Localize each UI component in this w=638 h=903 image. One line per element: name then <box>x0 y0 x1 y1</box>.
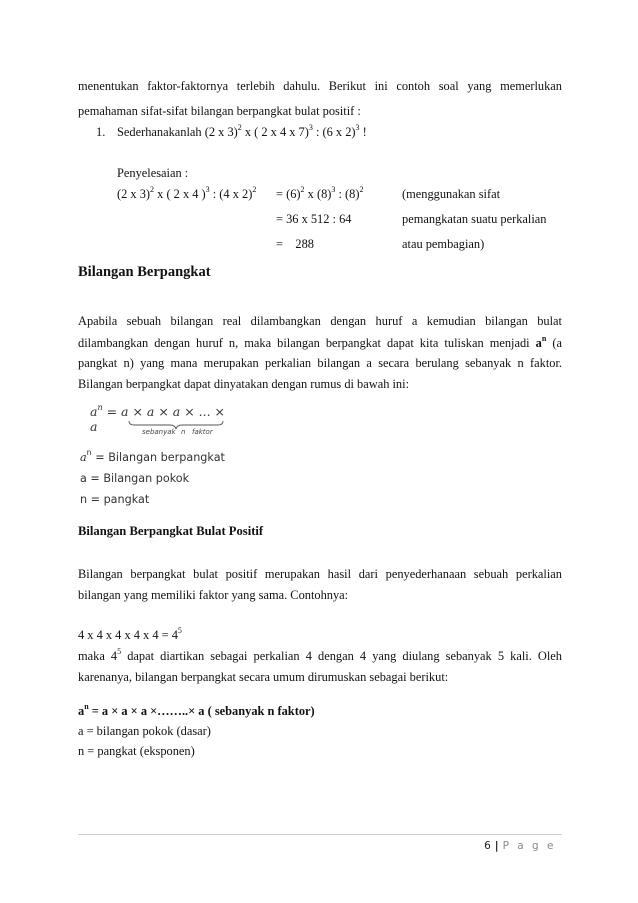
section-heading-bulat-positif: Bilangan Berpangkat Bulat Positif <box>78 524 264 538</box>
power-formula-image <box>84 400 234 444</box>
solution-row-3-note: atau pembagian) <box>402 237 485 251</box>
page-label: P a g e <box>502 840 556 852</box>
page-footer <box>484 840 556 852</box>
section2-line-2: bilangan yang memiliki faktor yang sama. Contohnya: <box>78 588 349 602</box>
section2-line-4: karenanya, bilangan berpangkat secara umum dirumuskan sebagai berikut: <box>78 670 449 684</box>
formula-under-label-n: n <box>181 428 186 436</box>
solution-row-2-note: pemangkatan suatu perkalian <box>402 212 547 226</box>
solution-row-3-mid: = 288 <box>276 237 314 251</box>
general-def-exponent: n = pangkat (eksponen) <box>78 744 195 758</box>
formula-under-label-sebanyak: sebanyak <box>142 428 176 436</box>
formula-expression: $a^n = a \times a \times a$ × ... × a <box>90 402 226 434</box>
formula-under-label-faktor: faktor <box>192 428 213 436</box>
section1-line-4: Bilangan berpangkat dapat dinyatakan dengan rumus di bawah ini: <box>78 377 410 391</box>
section1-line-2: dilambangkan dengan huruf n, maka bilangan berpangkat dapat kita tuliskan menjadi $a^n$ (a <box>78 333 562 350</box>
formula-def-base: a = Bilangan pokok <box>80 472 190 485</box>
formula-def-exponent: n = pangkat <box>80 493 150 506</box>
example-number: 1. <box>96 125 106 139</box>
section2-line-1: Bilangan berpangkat bulat positif merupakan hasil dari penyederhanaan sebuah perkalian <box>78 567 562 581</box>
footer-divider <box>78 834 562 835</box>
page-number: 6 <box>484 840 491 852</box>
intro-line-1: menentukan faktor-faktornya terlebih dahulu. Berikut ini contoh soal yang memerlukan <box>78 79 562 93</box>
section1-line-3: pangkat n) yang mana merupakan perkalian bilangan a secara berulang sebanyak n faktor. <box>78 356 562 370</box>
intro-line-2: pemahaman sifat-sifat bilangan berpangkat bulat positif : <box>78 104 361 118</box>
section-heading-bilangan-berpangkat: Bilangan Berpangkat <box>78 264 211 280</box>
solution-row-1-mid: = $(6)^2$ x $(8)^3$ : $(8)^2$ <box>276 184 364 201</box>
example-question: Sederhanakanlah (2 x 3)$^2$ x ( 2 x 4 x 7)$^3$ : (6 x 2)$^3$ ! <box>117 122 367 139</box>
solution-row-1-note: (menggunakan sifat <box>402 187 501 201</box>
general-def-base: a = bilangan pokok (dasar) <box>78 724 211 738</box>
footer-separator: | <box>494 840 499 852</box>
section2-equation: 4 x 4 x 4 x 4 x $4 = 4^5$ <box>78 625 182 642</box>
solution-label: Penyelesaian : <box>117 166 189 180</box>
section2-line-3: maka $4^5$ dapat diartikan sebagai perkalian 4 dengan 4 yang diulang sebanyak 5 kali. Oleh <box>78 646 562 663</box>
general-formula: $a^n = a \times a \times a$ ×……..× a ( sebanyak n faktor) <box>78 701 315 718</box>
section1-line-1: Apabila sebuah bilangan real dilambangkan dengan huruf a kemudian bilangan bulat <box>78 314 562 328</box>
solution-row-2-mid: = 36 x 512 : 64 <box>276 212 352 226</box>
formula-def-power: $a^n$ = Bilangan berpangkat <box>80 448 225 464</box>
solution-row-1-left: (2 x 3)$^2$ x ( 2 x 4 )$^3$ : (4 x 2)$^2$ <box>117 184 257 201</box>
